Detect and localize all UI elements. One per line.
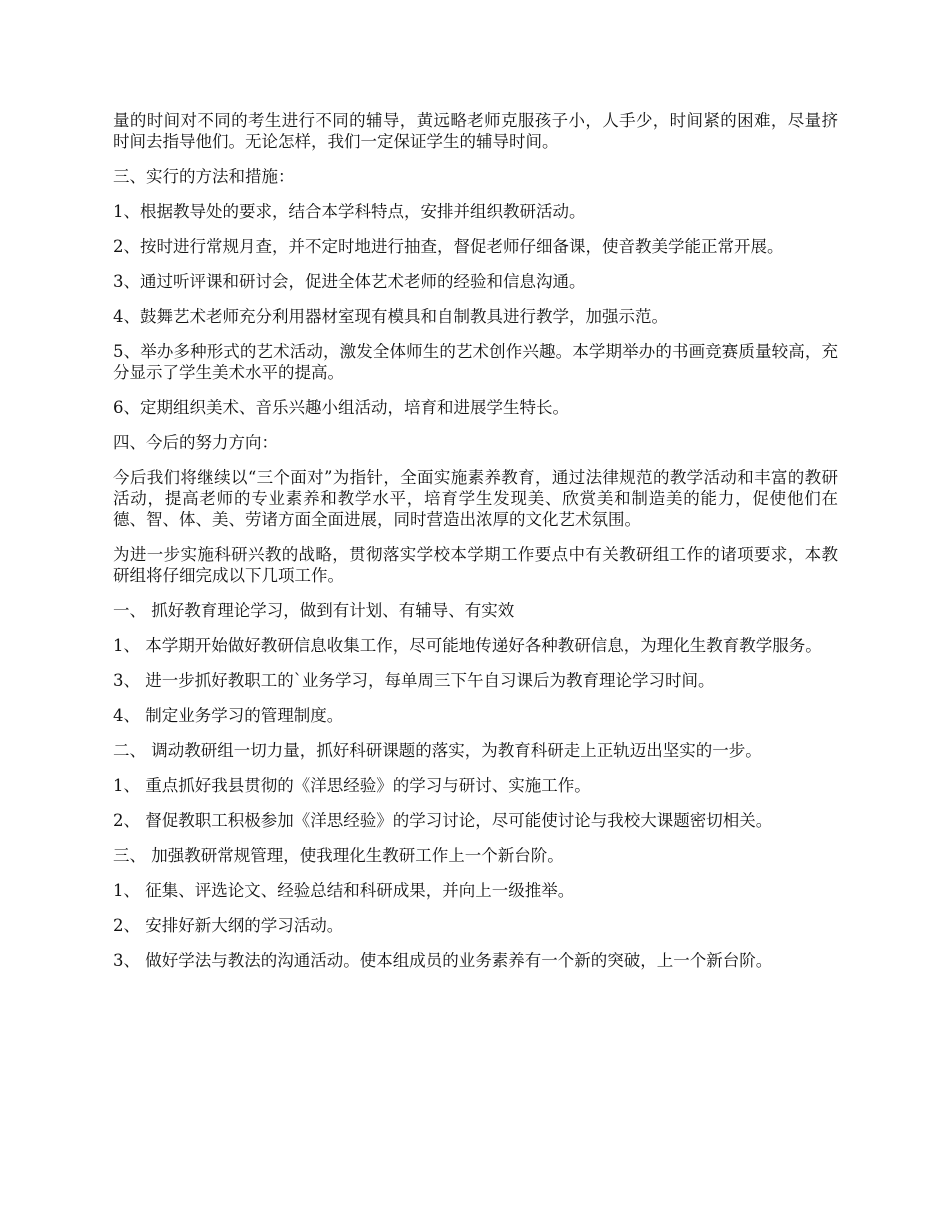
list-item: 6、定期组织美术、音乐兴趣小组活动，培育和进展学生特长。 [113, 398, 569, 417]
list-item: 5、举办多种形式的艺术活动，激发全体师生的艺术创作兴趣。本学期举办的书画竞赛质量较高，充分显示了学生美术水平的提高。 [113, 342, 838, 382]
section-heading-management: 三、 加强教研常规管理，使我理化生教研工作上一个新台阶。 [113, 846, 564, 865]
list-item: 3、 进一步抓好教职工的`业务学习，每单周三下午自习课后为教育理论学习时间。 [113, 671, 715, 690]
list-item: 2、 安排好新大纲的学习活动。 [113, 916, 344, 935]
paragraph: 今后我们将继续以“三个面对”为指针，全面实施素养教育，通过法律规范的教学活动和丰富的教研活动，提高老师的专业素养和教学水平，培育学生发现美、欣赏美和制造美的能力，促使他们在德、智、体、美、劳诸方面全面进展，同时营造出浓厚的文化艺术氛围。 [113, 468, 838, 529]
paragraph: 为进一步实施科研兴教的战略，贯彻落实学校本学期工作要点中有关教研组工作的诸项要求，本教研组将仔细完成以下几项工作。 [113, 545, 838, 585]
list-item: 4、鼓舞艺术老师充分利用器材室现有模具和自制教具进行教学，加强示范。 [113, 307, 668, 326]
list-item: 2、按时进行常规月查，并不定时地进行抽查，督促老师仔细备课，使音教美学能正常开展。 [113, 237, 784, 256]
list-item: 3、 做好学法与教法的沟通活动。使本组成员的业务素养有一个新的突破，上一个新台阶。 [113, 951, 773, 970]
section-heading-research: 二、 调动教研组一切力量，抓好科研课题的落实，为教育科研走上正轨迈出坚实的一步。 [113, 741, 762, 760]
list-item: 1、 本学期开始做好教研信息收集工作，尽可能地传递好各种教研信息，为理化生教育教学服务。 [113, 636, 822, 655]
document-body [113, 110, 838, 985]
list-item: 1、 重点抓好我县贯彻的《洋思经验》的学习与研讨、实施工作。 [113, 776, 591, 795]
list-item: 4、 制定业务学习的管理制度。 [113, 706, 344, 725]
section-heading-methods: 三、实行的方法和措施： [113, 167, 295, 186]
list-item: 1、 征集、评选论文、经验总结和科研成果，并向上一级推举。 [113, 881, 575, 900]
list-item: 3、通过听评课和研讨会，促进全体艺术老师的经验和信息沟通。 [113, 272, 586, 291]
section-heading-theory: 一、 抓好教育理论学习，做到有计划、有辅导、有实效 [113, 601, 515, 620]
section-heading-direction: 四、今后的努力方向： [113, 433, 278, 452]
list-item: 2、 督促教职工积极参加《洋思经验》的学习讨论，尽可能使讨论与我校大课题密切相关。 [113, 811, 773, 830]
list-item: 1、根据教导处的要求，结合本学科特点，安排并组织教研活动。 [113, 202, 586, 221]
paragraph-continuation: 量的时间对不同的考生进行不同的辅导，黄远略老师克服孩子小，人手少，时间紧的困难，尽量挤时间去指导他们。无论怎样，我们一定保证学生的辅导时间。 [113, 111, 838, 151]
